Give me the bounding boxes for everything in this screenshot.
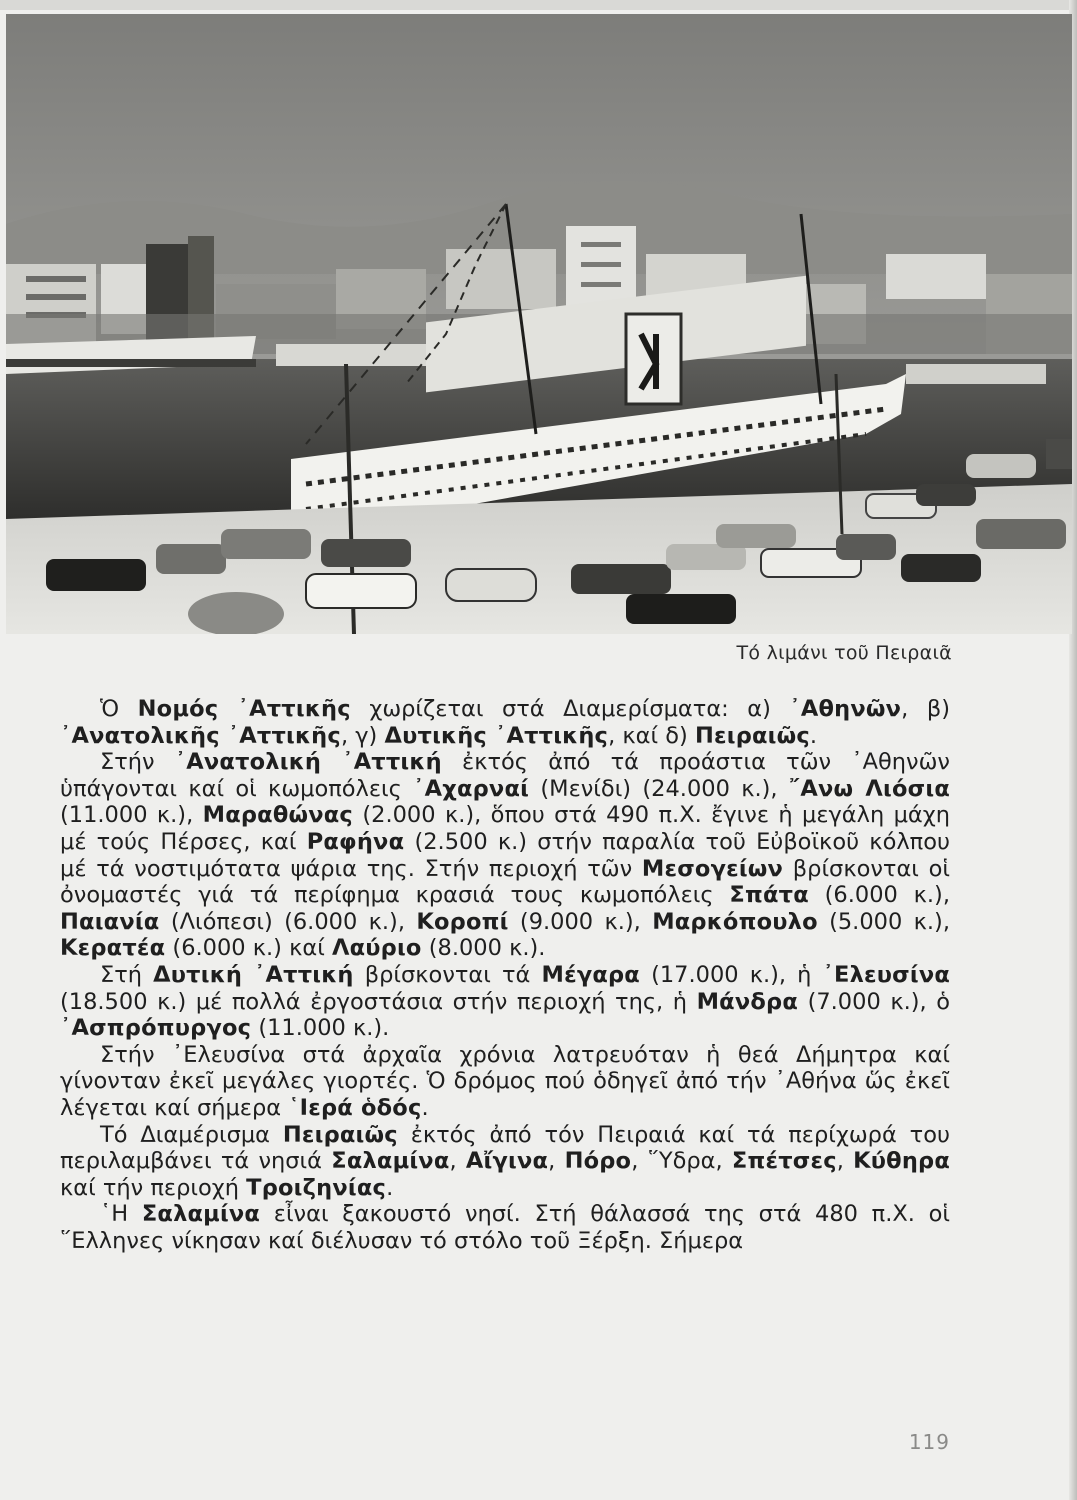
text-run: καί τήν περιοχή: [60, 1174, 247, 1201]
bold-term: Σπέτσες: [731, 1148, 837, 1175]
bold-term: Πειραιῶς: [282, 1121, 398, 1148]
text-run: (Μενίδι) (24.000 κ.),: [529, 775, 789, 802]
bold-term: Μεσογείων: [641, 855, 784, 882]
text-run: βρίσκονται οἱ ὀνομαστές γιά τά περίφημα κρασιά τους κωμοπόλεις: [60, 855, 950, 909]
bold-term: Ραφήνα: [306, 828, 405, 855]
text-run: , καί δ): [608, 722, 695, 749]
bold-term: Σαλαμίνα: [331, 1148, 450, 1175]
text-run: Στή: [100, 961, 154, 988]
bold-term: Μαρκόπουλο: [652, 908, 818, 935]
text-run: (9.000 κ.),: [508, 908, 653, 935]
bold-term: Σπάτα: [729, 882, 809, 909]
text-run: ,: [548, 1148, 565, 1175]
text-run: Στήν: [100, 749, 175, 776]
bold-term: Τροιζηνίας: [246, 1174, 387, 1201]
text-run: Τό Διαμέρισμα: [100, 1121, 283, 1148]
text-run: , β): [901, 696, 950, 722]
text-run: (Λιόπεσι) (6.000 κ.),: [159, 908, 417, 935]
photo-caption: Τό λιμάνι τοῦ Πειραιᾶ: [736, 642, 952, 664]
text-run: (8.000 κ.).: [421, 935, 546, 962]
paragraph-6: [60, 1201, 950, 1254]
text-run: ῾Η: [100, 1201, 142, 1228]
bold-term: Δυτικῆς ᾿Αττικῆς: [384, 722, 609, 749]
text-run: ἐκτός ἀπό τά προάστια τῶν ᾿Αθηνῶν ὑπάγονται καί οἱ κωμοπόλεις: [60, 749, 951, 802]
text-run: χωρίζεται στά Διαμερίσματα: α): [350, 696, 790, 722]
text-run: (6.000 κ.),: [808, 882, 950, 909]
harbor-photo: [6, 14, 1072, 634]
bold-term: ᾿Αθηνῶν: [789, 696, 902, 722]
bold-term: Μάνδρα: [696, 988, 798, 1015]
paragraph-5: [60, 1122, 950, 1202]
text-run: ἐκτός ἀπό τόν Πειραιά καί τά περίχωρά του περιλαμβάνει τά νησιά: [60, 1121, 950, 1175]
text-run: (5.000 κ.),: [817, 908, 950, 935]
paragraph-4: [60, 1042, 950, 1122]
paragraph-1: [60, 696, 950, 749]
text-run: Στήν ᾿Ελευσίνα στά ἀρχαῖα χρόνια λατρευόταν ἡ θεά Δήμητρα καί γίνονταν ἐκεῖ μεγάλες γιορτές. Ὁ δρόμος πού ὁδηγεῖ ἀπό τήν ᾿Αθήνα ὥς ἐκεῖ λέγεται καί σήμερα: [60, 1041, 950, 1121]
text-run: (11.000 κ.).: [251, 1015, 390, 1042]
page-top-edge: [0, 0, 1077, 10]
bold-term: Σαλαμίνα: [141, 1201, 261, 1228]
bold-term: ῾Ιερά ὁδός: [288, 1094, 422, 1121]
bold-term: ᾿Ανατολικῆς ᾿Αττικῆς: [60, 722, 341, 749]
page-number: 119: [908, 1430, 950, 1454]
bold-term: Μαραθώνας: [202, 802, 353, 829]
bold-term: Πόρο: [564, 1148, 632, 1175]
text-run: Ὁ: [100, 696, 138, 722]
text-run: βρίσκονται τά: [353, 961, 542, 988]
text-run: ,: [449, 1148, 466, 1175]
text-run: (18.500 κ.) μέ πολλά ἐργοστάσια στήν περιοχή της, ἡ: [60, 988, 697, 1015]
bold-term: Κοροπί: [416, 908, 509, 935]
text-run: .: [809, 722, 818, 749]
text-run: (11.000 κ.),: [60, 802, 203, 829]
paragraph-2: [60, 749, 950, 962]
text-run: ῞Υδρα: [647, 1148, 716, 1175]
text-run: .: [421, 1094, 429, 1121]
text-run: (2.000 κ.), ὅπου στά 490 π.Χ. ἔγινε ἡ μεγάλη μάχη μέ τούς Πέρσες, καί: [60, 802, 950, 855]
bold-term: ᾿Αχαρναί: [413, 775, 530, 802]
bold-term: Παιανία: [60, 908, 160, 935]
bold-term: Κύθηρα: [853, 1148, 951, 1175]
text-run: (7.000 κ.), ὁ: [798, 988, 950, 1015]
text-run: ,: [836, 1148, 854, 1175]
bold-term: Κερατέα: [60, 935, 166, 962]
harbor-photo-icon: [6, 14, 1072, 634]
bold-term: Δυτική ᾿Αττική: [153, 961, 354, 988]
bold-term: Μέγαρα: [541, 961, 640, 988]
paragraph-3: [60, 962, 950, 1042]
text-run: εἶναι ξακουστό νησί. Στή θάλασσά της στά 480 π.Χ. οἱ ῞Ελληνες νίκησαν καί διέλυσαν τό στόλο τοῦ Ξέρξη. Σήμερα: [60, 1201, 950, 1254]
bold-term: ᾿Ανατολική ᾿Αττική: [174, 749, 442, 776]
main-text: [60, 696, 950, 1254]
bold-term: Νομός ᾿Αττικῆς: [137, 696, 351, 722]
text-run: .: [386, 1174, 394, 1201]
bold-term: ᾿Ασπρόπυργος: [60, 1015, 252, 1042]
text-run: (6.000 κ.) καί: [165, 935, 332, 962]
text-run: ,: [715, 1148, 732, 1175]
bold-term: Λαύριο: [331, 935, 422, 962]
text-run: , γ): [340, 722, 385, 749]
text-run: ,: [631, 1148, 648, 1175]
bold-term: ῎Ανω Λιόσια: [788, 775, 950, 802]
text-run: (2.500 κ.) στήν παραλία τοῦ Εὐβοϊκοῦ κόλπου μέ τά νοστιμότατα ψάρια της. Στήν περιοχή τῶν: [60, 828, 950, 882]
bold-term: Πειραιῶς: [694, 722, 810, 749]
text-run: (17.000 κ.), ἡ: [639, 961, 823, 988]
bold-term: ᾿Ελευσίνα: [822, 961, 951, 988]
bold-term: Αἴγινα: [465, 1148, 549, 1175]
